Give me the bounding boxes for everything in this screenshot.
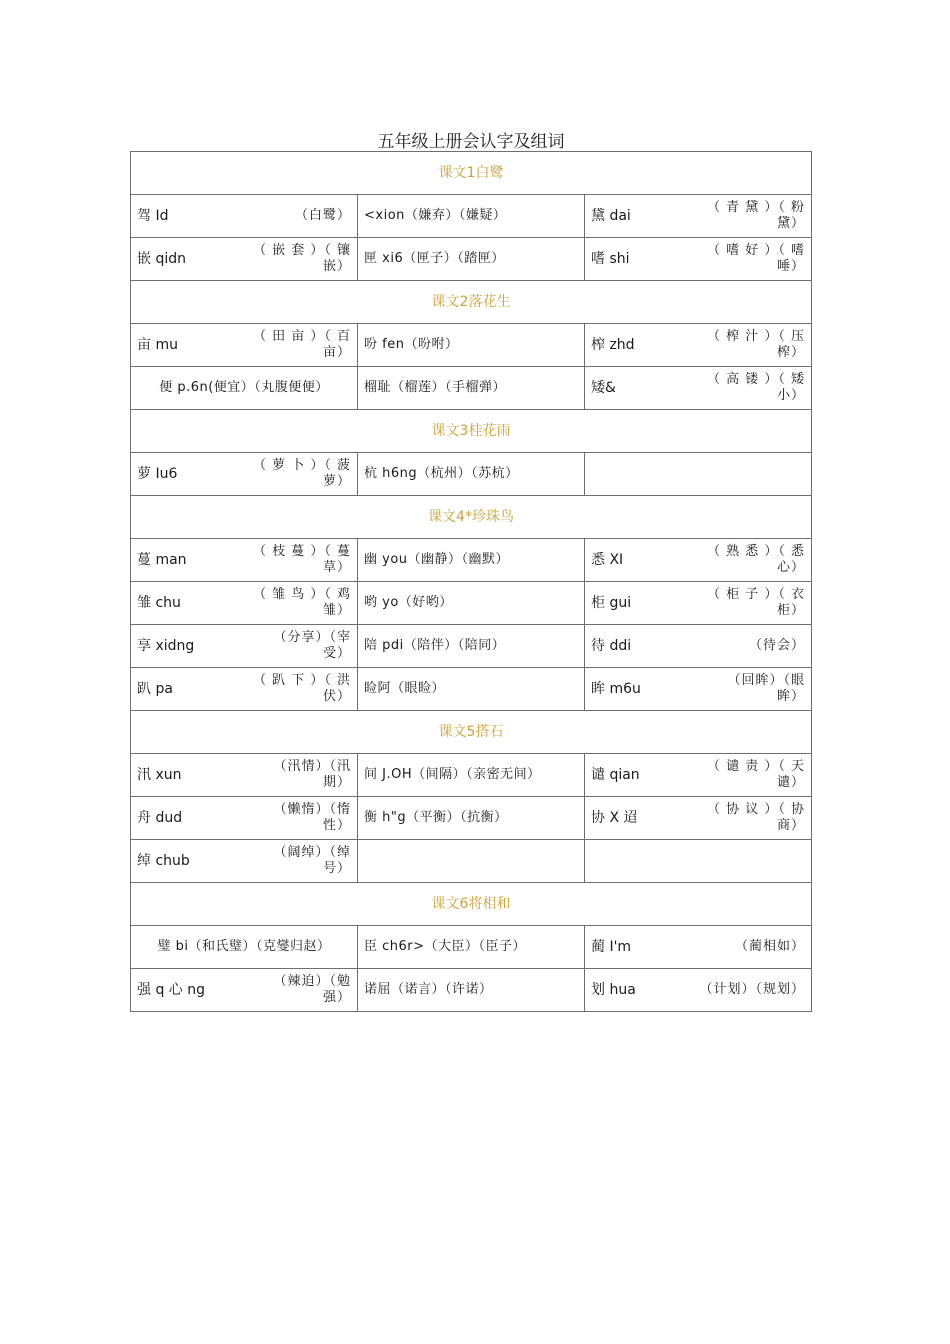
vocab-char: 强 q 心 ng <box>137 982 205 998</box>
lesson-header-row <box>131 496 812 539</box>
vocab-char: 亩 mu <box>137 337 178 353</box>
vocab-words: （汛情）（汛 期） <box>273 759 351 790</box>
vocab-char: 雏 chu <box>137 595 181 611</box>
table-row <box>131 453 812 496</box>
vocab-entry <box>137 458 351 490</box>
vocab-cell <box>131 926 358 969</box>
vocab-entry <box>137 673 351 705</box>
vocab-cell <box>131 668 358 711</box>
vocab-cell <box>585 840 812 883</box>
vocab-cell <box>585 195 812 238</box>
vocab-char: 幽 you <box>364 552 408 567</box>
vocab-char: 趴 pa <box>137 681 173 697</box>
vocab-words: （ 熟 悉 ）（ 悉 心） <box>706 544 805 575</box>
vocab-cell <box>131 625 358 668</box>
lesson-title: 课文4*珍珠鸟 <box>131 496 812 539</box>
vocab-cell <box>358 582 585 625</box>
vocab-char: 吩 fen <box>364 337 405 352</box>
vocab-cell <box>358 840 585 883</box>
vocab-table <box>130 151 812 1012</box>
vocab-entry <box>364 638 578 654</box>
vocab-words: （幽静）（幽默） <box>407 552 510 567</box>
vocab-cell <box>585 625 812 668</box>
vocab-cell <box>131 367 358 410</box>
vocab-char: 睑阿 <box>364 681 392 696</box>
vocab-words: （陪伴）（陪同） <box>403 638 506 653</box>
vocab-words: （懒惰）（惰 性） <box>273 802 351 833</box>
vocab-entry <box>591 982 805 998</box>
table-row <box>131 840 812 883</box>
lesson-title: 课文3桂花雨 <box>131 410 812 453</box>
vocab-entry <box>364 681 578 697</box>
vocab-entry <box>591 372 805 404</box>
vocab-entry <box>364 595 578 611</box>
vocab-char: 享 xidng <box>137 638 195 654</box>
vocab-char: 间 J.OH <box>364 767 413 782</box>
vocab-cell <box>585 582 812 625</box>
vocab-cell <box>585 926 812 969</box>
vocab-entry <box>591 544 805 576</box>
vocab-words: （嫌弃）（嫌疑） <box>404 208 507 223</box>
lesson-title: 课文6将相和 <box>131 883 812 926</box>
vocab-entry <box>137 974 351 1006</box>
vocab-entry <box>364 767 578 783</box>
vocab-entry <box>137 802 351 834</box>
vocab-char: 诺屈 <box>364 982 392 997</box>
vocab-entry <box>591 673 805 705</box>
vocab-words: （大臣）（臣子） <box>424 939 527 954</box>
vocab-char: 待 ddi <box>591 638 632 654</box>
vocab-entry <box>137 329 351 361</box>
vocab-table-body <box>131 152 812 1012</box>
vocab-entry <box>591 200 805 232</box>
vocab-words: （分享）（宰 受） <box>273 630 351 661</box>
table-row <box>131 668 812 711</box>
table-row <box>131 582 812 625</box>
vocab-entry <box>364 337 578 353</box>
vocab-words: （吩咐） <box>404 337 459 352</box>
vocab-entry <box>137 939 351 955</box>
table-row <box>131 367 812 410</box>
vocab-entry <box>364 208 578 224</box>
vocab-words: （好哟） <box>398 595 453 610</box>
table-row <box>131 797 812 840</box>
vocab-char: 榴耻 <box>364 380 392 395</box>
lesson-header-row <box>131 711 812 754</box>
vocab-entry <box>591 939 805 955</box>
lesson-title: 课文5搭石 <box>131 711 812 754</box>
vocab-entry <box>137 208 351 224</box>
vocab-words: （辣迫）（勉 强） <box>273 974 351 1005</box>
vocab-char: 璧 bi <box>157 939 189 954</box>
vocab-words: （ 协 议 ）（ 协 商） <box>706 802 805 833</box>
vocab-char: 衡 h"g <box>364 810 407 825</box>
vocab-entry <box>364 466 578 482</box>
vocab-words: （ 榨 汁 ）（ 压 榨） <box>706 329 805 360</box>
vocab-words: （ 萝 卜 ）（ 菠 萝） <box>252 458 351 489</box>
vocab-char: 眸 m6u <box>591 681 641 697</box>
vocab-char: 绰 chub <box>137 853 190 869</box>
lesson-header-row <box>131 410 812 453</box>
vocab-cell <box>358 453 585 496</box>
vocab-cell <box>358 238 585 281</box>
vocab-entry <box>137 845 351 877</box>
vocab-words: （ 嵌 套 ）（ 镶 嵌） <box>252 243 351 274</box>
table-row <box>131 625 812 668</box>
vocab-entry <box>137 243 351 275</box>
vocab-words: （ 柜 子 ）（ 衣 柜） <box>706 587 805 618</box>
vocab-words: （诺言）（许诺） <box>391 982 493 997</box>
vocab-cell <box>131 840 358 883</box>
vocab-cell <box>585 668 812 711</box>
vocab-entry <box>591 802 805 834</box>
vocab-char: 哟 yo <box>364 595 399 610</box>
vocab-entry <box>591 759 805 791</box>
vocab-words: （间隔）（亲密无间） <box>412 767 541 782</box>
vocab-words: （计划）（规划） <box>699 982 805 997</box>
vocab-words: （ 趴 下 ）（ 洪 伏） <box>252 673 351 704</box>
vocab-words: （ 高 镂 ）（ 矮 小） <box>706 372 805 403</box>
vocab-char: 划 hua <box>591 982 636 998</box>
vocab-words: （阔绰）（绰 号） <box>273 845 351 876</box>
vocab-entry <box>364 380 578 396</box>
lesson-header-row <box>131 152 812 195</box>
table-row <box>131 754 812 797</box>
vocab-cell <box>358 195 585 238</box>
lesson-header-row <box>131 883 812 926</box>
lesson-header-row <box>131 281 812 324</box>
table-row <box>131 324 812 367</box>
vocab-char: 协 X 迢 <box>591 810 638 826</box>
vocab-cell <box>358 367 585 410</box>
vocab-cell <box>585 969 812 1012</box>
vocab-char: 嵌 qidn <box>137 251 186 267</box>
vocab-char: 榨 zhd <box>591 337 635 353</box>
vocab-words: （白鹭） <box>294 208 351 223</box>
vocab-words: （杭州）（苏杭） <box>417 466 519 481</box>
vocab-cell <box>585 367 812 410</box>
vocab-words: （ 嗜 好 ）（ 嗜 唾） <box>706 243 805 274</box>
table-row <box>131 926 812 969</box>
vocab-cell <box>131 754 358 797</box>
vocab-entry <box>364 810 578 826</box>
vocab-words: （蔺相如） <box>734 939 805 954</box>
vocab-char: 蔓 man <box>137 552 187 568</box>
vocab-cell <box>131 238 358 281</box>
vocab-words: （ 田 亩 ）（ 百 亩） <box>252 329 351 360</box>
vocab-entry <box>364 251 578 267</box>
vocab-cell <box>131 582 358 625</box>
vocab-entry <box>137 544 351 576</box>
vocab-words: （ 雏 鸟 ）（ 鸡 雏） <box>252 587 351 618</box>
table-row <box>131 539 812 582</box>
vocab-char: 舟 dud <box>137 810 183 826</box>
vocab-cell <box>131 539 358 582</box>
vocab-char: 谴 qian <box>591 767 640 783</box>
table-row <box>131 969 812 1012</box>
vocab-words: （待会） <box>748 638 805 653</box>
vocab-entry <box>137 759 351 791</box>
table-row <box>131 238 812 281</box>
vocab-words: （回眸）（眼 眸） <box>727 673 805 704</box>
vocab-cell <box>131 797 358 840</box>
vocab-cell <box>131 969 358 1012</box>
vocab-words: （ 谴 责 ）（ 天 谴） <box>706 759 805 790</box>
vocab-char: 嗜 shi <box>591 251 630 267</box>
vocab-entry <box>137 587 351 619</box>
vocab-cell <box>131 195 358 238</box>
vocab-words: （榴莲）（手榴弹） <box>391 380 507 395</box>
vocab-char: 悉 XI <box>591 552 624 568</box>
vocab-cell <box>358 969 585 1012</box>
lesson-title: 课文1白鹭 <box>131 152 812 195</box>
vocab-char: 便 p.6n <box>159 380 209 395</box>
vocab-cell <box>585 238 812 281</box>
lesson-title: 课文2落花生 <box>131 281 812 324</box>
vocab-char: 陪 pdi <box>364 638 404 653</box>
vocab-cell <box>358 539 585 582</box>
vocab-words: （和氏璧）（克燮归赵） <box>188 939 331 954</box>
vocab-char: 驾 Id <box>137 208 169 224</box>
vocab-char: 萝 Iu6 <box>137 466 178 482</box>
vocab-entry <box>591 329 805 361</box>
vocab-words: （匣子）（踏匣） <box>403 251 505 266</box>
vocab-entry <box>364 939 578 955</box>
vocab-char: 矮& <box>591 380 616 396</box>
vocab-cell <box>131 324 358 367</box>
vocab-entry <box>137 630 351 662</box>
vocab-entry <box>591 638 805 654</box>
vocab-char: 匣 xi6 <box>364 251 404 266</box>
vocab-cell <box>585 754 812 797</box>
vocab-cell <box>585 797 812 840</box>
vocab-cell <box>131 453 358 496</box>
vocab-entry <box>591 587 805 619</box>
vocab-cell <box>358 797 585 840</box>
vocab-cell <box>358 926 585 969</box>
vocab-cell <box>585 453 812 496</box>
vocab-entry <box>364 982 578 998</box>
vocab-words: (便宜）（丸腹便便） <box>208 380 329 395</box>
vocab-cell <box>358 324 585 367</box>
vocab-char: 臣 ch6r> <box>364 939 425 954</box>
vocab-words: （ 枝 蔓 ）（ 蔓 草） <box>252 544 351 575</box>
vocab-cell <box>585 539 812 582</box>
vocab-entry <box>137 380 351 396</box>
vocab-char: 汛 xun <box>137 767 182 783</box>
page-title: 五年级上册会认字及组词 <box>377 132 565 152</box>
vocab-char: 柜 gui <box>591 595 632 611</box>
vocab-words: （眼睑） <box>391 681 446 696</box>
vocab-char: 黛 dai <box>591 208 631 224</box>
vocab-cell <box>358 625 585 668</box>
vocab-entry <box>591 243 805 275</box>
vocab-words: （平衡）（抗衡） <box>406 810 508 825</box>
vocab-char: 蔺 I'm <box>591 939 632 955</box>
vocab-cell <box>358 668 585 711</box>
vocab-cell <box>585 324 812 367</box>
table-row <box>131 195 812 238</box>
vocab-entry <box>364 552 578 568</box>
vocab-cell <box>358 754 585 797</box>
vocab-char: <xion <box>364 208 405 223</box>
vocab-words: （ 青 黛 ）（ 粉 黛） <box>706 200 805 231</box>
vocab-char: 杭 h6ng <box>364 466 418 481</box>
